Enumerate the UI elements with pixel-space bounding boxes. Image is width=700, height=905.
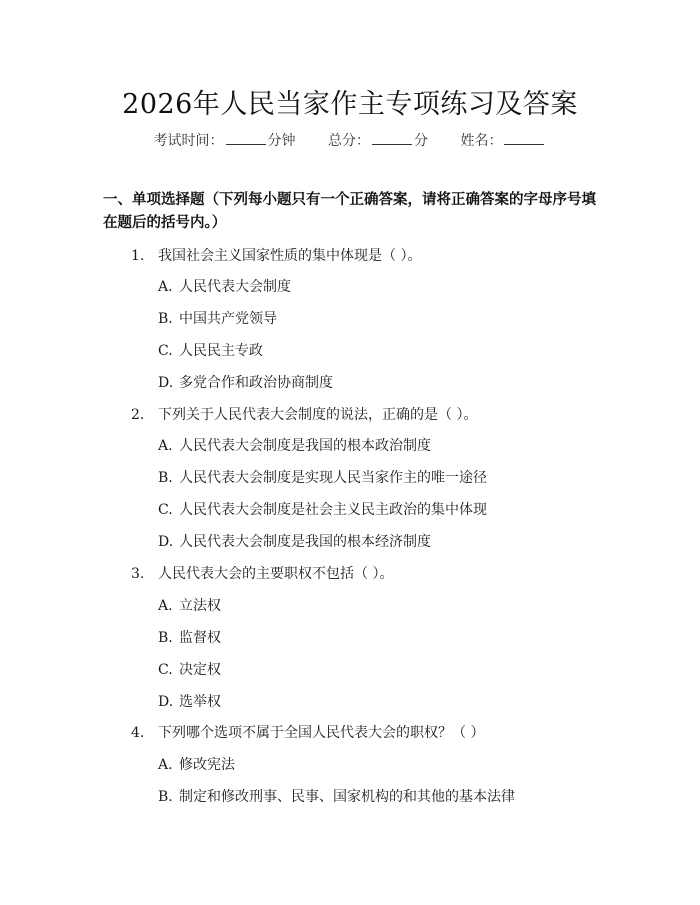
total-score-blank <box>372 132 412 145</box>
question-2-option-b <box>158 467 487 487</box>
question-3-option-a <box>158 595 221 615</box>
question-1-option-b <box>158 308 277 328</box>
question-number: 2. <box>131 407 145 423</box>
option-text: 人民代表大会制度是我国的根本政治制度 <box>179 438 431 454</box>
question-number: 4. <box>131 725 145 741</box>
question-3-option-c <box>158 659 221 679</box>
question-2-option-c <box>158 499 487 519</box>
exam-time-unit: 分钟 <box>267 133 296 149</box>
option-letter: C. <box>158 662 173 678</box>
option-text: 人民代表大会制度是我国的根本经济制度 <box>179 534 431 550</box>
question-text: 我国社会主义国家性质的集中体现是（ ）。 <box>158 248 422 264</box>
option-letter: B. <box>158 789 173 805</box>
question-text: 下列哪个选项不属于全国人民代表大会的职权？（ ） <box>158 725 485 741</box>
option-text: 制定和修改刑事、民事、国家机构的和其他的基本法律 <box>179 789 515 805</box>
exam-meta <box>0 130 700 150</box>
option-letter: D. <box>158 694 174 710</box>
section-heading: 一、单项选择题（下列每小题只有一个正确答案，请将正确答案的字母序号填在题后的括号内。） <box>103 192 596 231</box>
option-text: 人民代表大会制度是实现人民当家作主的唯一途径 <box>179 470 487 486</box>
question-number: 3. <box>131 566 145 582</box>
option-text: 多党合作和政治协商制度 <box>179 375 333 391</box>
total-score <box>328 133 432 149</box>
question-4-option-b <box>158 786 515 806</box>
option-text: 选举权 <box>179 694 221 710</box>
option-text: 监督权 <box>179 630 221 646</box>
question-2 <box>131 404 477 424</box>
total-score-unit: 分 <box>414 133 428 149</box>
option-letter: A. <box>158 438 173 454</box>
page-title: 2026年人民当家作主专项练习及答案 <box>122 89 578 120</box>
option-text: 修改宪法 <box>179 757 235 773</box>
option-letter: B. <box>158 470 173 486</box>
question-4-option-a <box>158 754 235 774</box>
exam-time-blank <box>226 132 266 145</box>
question-text: 下列关于人民代表大会制度的说法，正确的是（ ）。 <box>158 407 478 423</box>
option-text: 人民代表大会制度是社会主义民主政治的集中体现 <box>179 502 487 518</box>
option-letter: B. <box>158 311 173 327</box>
question-text: 人民代表大会的主要职权不包括（ ）。 <box>158 566 394 582</box>
student-name-label: 姓名： <box>460 133 503 149</box>
question-3-option-b <box>158 627 221 647</box>
option-letter: A. <box>158 757 173 773</box>
option-letter: B. <box>158 630 173 646</box>
exam-time-label: 考试时间： <box>153 133 224 149</box>
exam-time <box>154 133 300 149</box>
question-2-option-d <box>158 531 431 551</box>
option-letter: D. <box>158 375 174 391</box>
student-name-blank <box>504 132 544 145</box>
question-3 <box>131 563 393 583</box>
option-text: 人民代表大会制度 <box>179 279 291 295</box>
student-name <box>460 133 546 149</box>
question-2-option-a <box>158 435 431 455</box>
option-text: 中国共产党领导 <box>179 311 277 327</box>
question-1 <box>131 245 421 265</box>
question-number: 1. <box>131 248 145 264</box>
option-text: 立法权 <box>179 598 221 614</box>
option-letter: D. <box>158 534 174 550</box>
option-letter: C. <box>158 502 173 518</box>
question-1-option-c <box>158 340 263 360</box>
option-text: 人民民主专政 <box>179 343 263 359</box>
question-1-option-d <box>158 372 333 392</box>
question-4 <box>131 722 484 742</box>
option-letter: A. <box>158 279 173 295</box>
option-letter: A. <box>158 598 173 614</box>
total-score-label: 总分： <box>328 133 370 149</box>
option-letter: C. <box>158 343 173 359</box>
option-text: 决定权 <box>179 662 221 678</box>
question-1-option-a <box>158 276 291 296</box>
question-3-option-d <box>158 691 221 711</box>
